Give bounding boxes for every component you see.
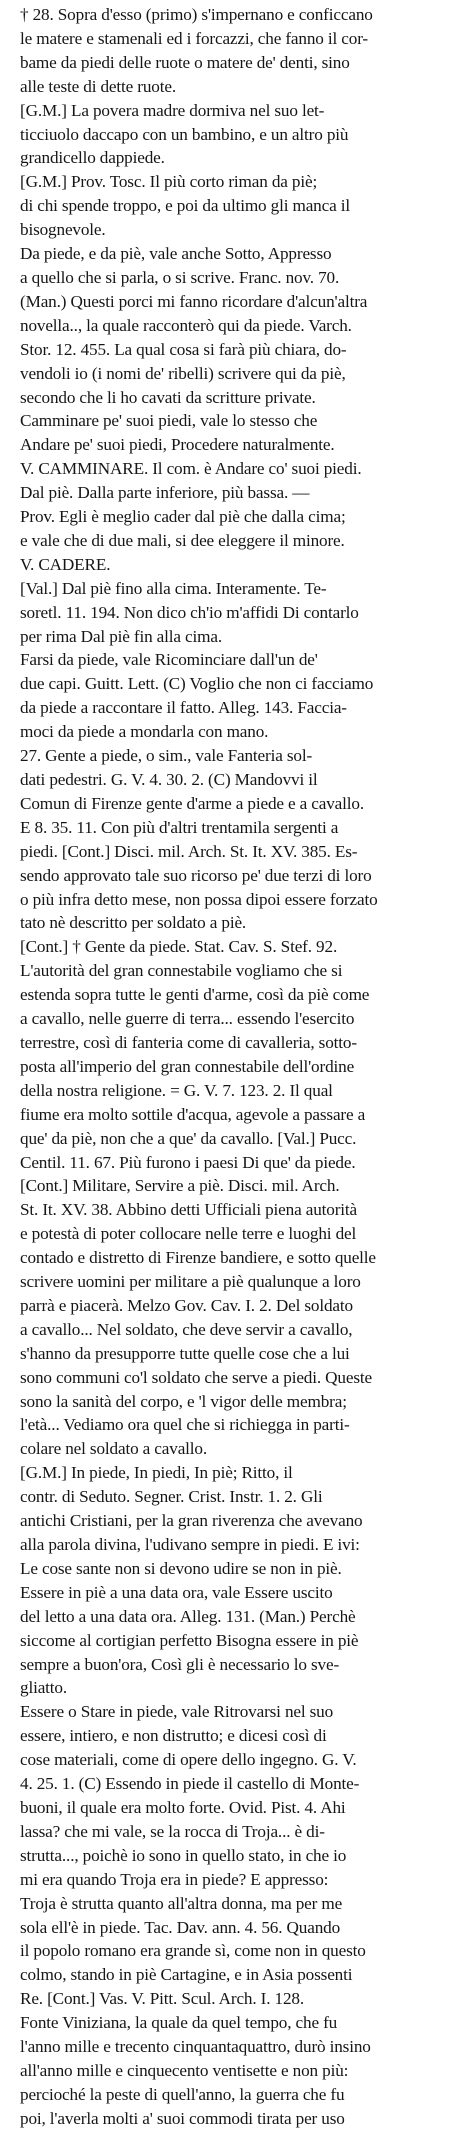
text-line: Re. [Cont.] Vas. V. Pitt. Scul. Arch. I. 128. <box>20 1989 305 2009</box>
text-line: que' da piè, non che a que' da cavallo. [Val.] Pucc. <box>20 1128 357 1148</box>
text-line: † 28. Sopra d'esso (primo) s'impernano e conficcano <box>20 5 373 24</box>
text-line: [Cont.] † Gente da piede. Stat. Cav. S. Stef. 92. <box>20 937 338 957</box>
text-line: (Man.) Questi porci mi fanno ricordare d'alcun'altra <box>20 291 368 311</box>
text-line: [Cont.] Militare, Servire a piè. Disci. mil. Arch. <box>20 1176 340 1196</box>
text-line: Da piede, e da piè, vale anche Sotto, Appresso <box>20 244 332 264</box>
text-line: siccome al cortigian perfetto Bisogna essere in piè <box>20 1630 359 1650</box>
text-line: soretl. 11. 194. Non dico ch'io m'affidi Di contarlo <box>20 602 359 622</box>
text-line: Farsi da piede, vale Ricominciare dall'un de' <box>20 650 318 670</box>
text-line: alle teste di dette ruote. <box>20 76 176 96</box>
text-line: ticciuolo daccapo con un bambino, e un altro più <box>20 124 349 144</box>
text-line: colare nel soldato a cavallo. <box>20 1439 208 1459</box>
text-line: all'anno mille e cinquecento ventisette e non più: <box>20 2060 349 2080</box>
text-line: vendoli io (i nomi de' ribelli) scrivere qui da piè, <box>20 363 346 383</box>
text-line: Dal piè. Dalla parte inferiore, più bassa. — <box>20 483 310 503</box>
text-line: o più infra detto mese, non possa dipoi essere forzato <box>20 889 378 909</box>
text-line: V. CADERE. <box>20 554 111 574</box>
text-line: [G.M.] La povera madre dormiva nel suo let- <box>20 100 325 120</box>
text-line: poi, l'averla molti a' suoi commodi tirata per uso <box>20 2108 345 2128</box>
text-line: della nostra religione. = G. V. 7. 123. 2. Il qual <box>20 1080 333 1100</box>
text-line: sono communi co'l soldato che serve a piedi. Queste <box>20 1367 372 1387</box>
text-line: Comun di Firenze gente d'arme a piede e a cavallo. <box>20 793 364 813</box>
text-line: St. It. XV. 38. Abbino detti Ufficiali piena autorità <box>20 1200 358 1220</box>
text-line: estenda sopra tutte le genti d'arme, così da piè come <box>20 985 370 1005</box>
text-line: fiume era molto sottile d'acqua, agevole a passare a <box>20 1104 366 1124</box>
text-line: le matere e stamenali ed i forcazzi, che fanno il cor- <box>20 28 369 48</box>
text-line: Centil. 11. 67. Più furono i paesi Di que' da piede. <box>20 1152 356 1172</box>
text-line: dati pedestri. G. V. 4. 30. 2. (C) Mandovvi il <box>20 770 318 789</box>
text-line: sendo approvato tale suo ricorso pe' due terzi di loro <box>20 865 372 885</box>
text-line: novella.., la quale racconterò qui da piede. Varch. <box>20 315 352 335</box>
text-line: contado e distretto di Firenze bandiere, e sotto quelle <box>20 1248 376 1268</box>
text-line: a cavallo... Nel soldato, che deve servir a cavallo, <box>20 1319 353 1339</box>
text-line: l'anno mille e trecento cinquantaquattro, durò insino <box>20 2037 371 2057</box>
text-line: Le cose sante non si devono udire se non in piè. <box>20 1558 342 1578</box>
text-line: da piede a raccontare il fatto. Alleg. 143. Faccia- <box>20 698 347 718</box>
text-line: Prov. Egli è meglio cader dal piè che dalla cima; <box>20 507 346 527</box>
text-line: Camminare pe' suoi piedi, vale lo stesso che <box>20 411 318 431</box>
text-line: 4. 25. 1. (C) Essendo in piede il castello di Monte- <box>20 1774 360 1794</box>
text-line: Fonte Viniziana, la quale da quel tempo, che fu <box>20 2013 338 2033</box>
text-line: E 8. 35. 11. Con più d'altri trentamila sergenti a <box>20 817 339 837</box>
text-line: gliatto. <box>20 1678 68 1698</box>
text-line: buoni, il quale era molto forte. Ovid. Pist. 4. Ahi <box>20 1797 346 1817</box>
text-line: bisognevole. <box>20 220 106 240</box>
text-line: di chi spende troppo, e poi da ultimo gli manca il <box>20 196 350 216</box>
text-line: Essere o Stare in piede, vale Ritrovarsi nel suo <box>20 1702 334 1722</box>
text-line: s'hanno da presupporre tutte quelle cose che a lui <box>20 1343 350 1363</box>
text-line: bame da piedi delle ruote o matere de' denti, sino <box>20 52 350 72</box>
text-line: [G.M.] In piede, In piedi, In piè; Ritto, il <box>20 1463 293 1483</box>
text-line: grandicello dappiede. <box>20 148 165 168</box>
text-line: tato nè descritto per soldato a piè. <box>20 913 247 933</box>
text-line: mi era quando Troja era in piede? E appresso: <box>20 1869 329 1889</box>
text-line: scrivere uomini per militare a piè qualunque a loro <box>20 1272 361 1292</box>
text-line: Andare pe' suoi piedi, Procedere naturalmente. <box>20 435 335 455</box>
text-line: [G.M.] Prov. Tosc. Il più corto riman da piè; <box>20 172 318 192</box>
text-line: sono la sanità del corpo, e 'l vigor delle membra; <box>20 1391 347 1411</box>
text-line: 27. Gente a piede, o sim., vale Fanteria sol- <box>20 746 313 766</box>
text-line: [Val.] Dal piè fino alla cima. Interamente. Te- <box>20 578 327 598</box>
text-line: del letto a una data ora. Alleg. 131. (Man.) Perchè <box>20 1606 356 1626</box>
text-line: L'autorità del gran connestabile vogliamo che si <box>20 961 343 981</box>
text-line: alla parola divina, l'udivano sempre in piedi. E ivi: <box>20 1535 360 1554</box>
text-line: posta all'imperio del gran connestabile dell'ordine <box>20 1056 355 1076</box>
text-line: colmo, stando in piè Cartagine, e in Asia possenti <box>20 1965 353 1985</box>
text-line: due capi. Guitt. Lett. (C) Voglio che non ci facciamo <box>20 674 374 694</box>
text-line: parrà e piacerà. Melzo Gov. Cav. I. 2. Del soldato <box>20 1295 353 1315</box>
text-line: il popolo romano era grande sì, come non in questo <box>20 1941 366 1961</box>
text-line: sempre a buon'ora, Così gli è necessario lo sve- <box>20 1654 340 1674</box>
text-line: antichi Cristiani, per la gran riverenza che avevano <box>20 1511 363 1531</box>
text-line: Troja è strutta quanto all'altra donna, ma per me <box>20 1893 343 1913</box>
text-line: a cavallo, nelle guerre di terra... essendo l'esercito <box>20 1009 355 1029</box>
text-line: per rima Dal piè fin alla cima. <box>20 626 222 646</box>
text-line: lassa? che mi vale, se la rocca di Troja... è di- <box>20 1821 325 1841</box>
text-line: piedi. [Cont.] Disci. mil. Arch. St. It. XV. 385. Es- <box>20 841 358 861</box>
text-line: l'età... Vediamo ora quel che si richiegga in parti- <box>20 1415 350 1435</box>
text-line: cose materiali, come di opere dello ingegno. G. V. <box>20 1750 357 1770</box>
text-line: essere, intiero, e non distrutto; e dicesi così di <box>20 1726 327 1746</box>
text-line: strutta..., poichè io sono in quello stato, in che io <box>20 1845 347 1865</box>
text-line: percioché la peste di quell'anno, la guerra che fu <box>20 2084 345 2104</box>
text-line: Stor. 12. 455. La qual cosa si farà più chiara, do- <box>20 339 347 359</box>
text-line: Essere in piè a una data ora, vale Essere uscito <box>20 1582 333 1602</box>
text-column <box>20 3 466 2131</box>
text-line: moci da piede a mondarla con mano. <box>20 722 269 742</box>
text-line: contr. di Seduto. Segner. Crist. Instr. 1. 2. Gli <box>20 1487 323 1507</box>
text-line: e potestà di poter collocare nelle terre e luoghi del <box>20 1224 357 1244</box>
text-line: secondo che li ho cavati da scritture private. <box>20 387 316 407</box>
text-line: sola ell'è in piede. Tac. Dav. ann. 4. 56. Quando <box>20 1917 341 1937</box>
text-line: e vale che di due mali, si dee eleggere il minore. <box>20 530 345 550</box>
text-line: a quello che si parla, o si scrive. Franc. nov. 70. <box>20 267 340 287</box>
text-line: V. CAMMINARE. Il com. è Andare co' suoi piedi. <box>20 459 362 479</box>
text-line: terrestre, così di fanteria come di cavalleria, sotto- <box>20 1032 357 1052</box>
